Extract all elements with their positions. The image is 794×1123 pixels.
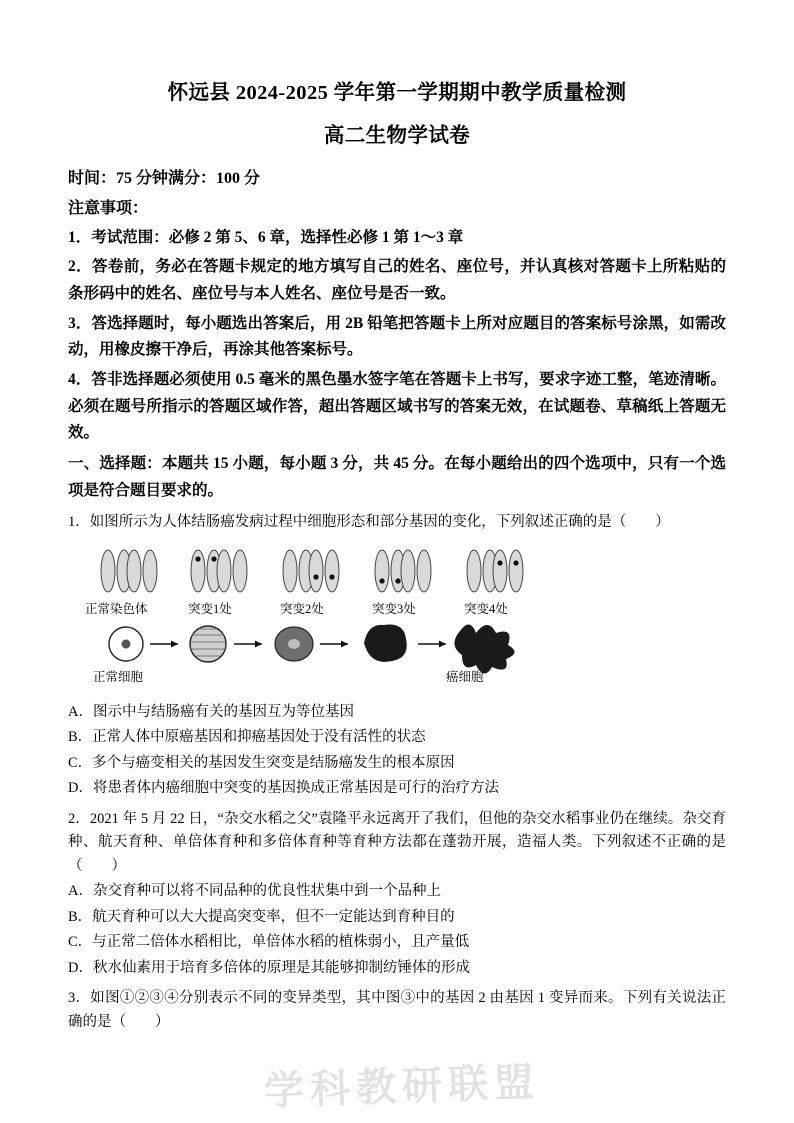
- notice-item: 3．答选择题时，每小题选出答案后，用 2B 铅笔把答题卡上所对应题目的答案标号涂黑，如需改动，用橡皮擦干净后，再涂其他答案标号。: [68, 314, 726, 359]
- figure-label-mutation3: 突变3处: [372, 601, 416, 616]
- notice-item: 1．考试范围：必修 2 第 5、6 章，选择性必修 1 第 1～3 章: [68, 228, 464, 246]
- notice-heading: 注意事项：: [68, 200, 149, 218]
- figure-label-mutation2: 突变2处: [280, 601, 324, 616]
- page-subtitle: 高二生物学试卷: [323, 124, 471, 147]
- question-1-stem: 1．如图所示为人体结肠癌发病过程中细胞形态和部分基因的变化，下列叙述正确的是（ ）: [68, 514, 670, 531]
- figure-label-mutation1: 突变1处: [188, 601, 232, 616]
- figure-label-normal-cell: 正常细胞: [93, 669, 144, 684]
- watermark: 学科教研联盟: [263, 1058, 541, 1114]
- figure-label-cancer-cell: 癌细胞: [446, 669, 484, 684]
- notice-item: 4．答非选择题必须使用 0.5 毫米的黑色墨水签字笔在答题卡上书写，要求字迹工整，笔迹清晰。必须在题号所指示的答题区域作答，超出答题区域书写的答案无效，在试题卷、草稿纸上答题无效。: [68, 370, 726, 442]
- question-1-option-a: A．图示中与结肠癌有关的基因互为等位基因: [68, 703, 354, 720]
- question-1-option-b: B．正常人体中原癌基因和抑癌基因处于没有活性的状态: [68, 729, 426, 746]
- question-2-option-b: B．航天育种可以大大提高突变率，但不一定能达到育种目的: [68, 908, 455, 925]
- question-3-stem: 3．如图①②③④分别表示不同的变异类型，其中图③中的基因 2 由基因 1 变异而来。下列有关说法正确的是（ ）: [68, 990, 726, 1030]
- figure-label-normal-chromosome: 正常染色体: [85, 601, 148, 616]
- figure-label-mutation4: 突变4处: [464, 601, 508, 616]
- notice-item: 2．答卷前，务必在答题卡规定的地方填写自己的姓名、座位号，并认真核对答题卡上所粘贴的条形码中的姓名、座位号与本人姓名、座位号是否一致。: [68, 258, 726, 302]
- section-heading-choice: 一、选择题：本题共 15 小题，每小题 3 分，共 45 分。在每小题给出的四个选项中，只有一个选项是符合题目要求的。: [68, 454, 726, 499]
- question-2-stem: 2．2021 年 5 月 22 日，“杂交水稻之父”袁隆平永远离开了我们，但他的杂交水稻事业仍在继续。杂交育种、航天育种、单倍体育种和多倍体育种等育种方法都在蓬勃开展，造福人类。下列叙述不正确的是（ ）: [68, 810, 726, 874]
- time-and-score: 时间：75 分钟满分：100 分: [68, 169, 261, 187]
- colon-cancer-diagram: [68, 539, 726, 697]
- question-2-option-a: A．杂交育种可以将不同品种的优良性状集中到一个品种上: [68, 883, 441, 900]
- question-1-option-c: C．多个与癌变相关的基因发生突变是结肠癌发生的根本原因: [68, 754, 455, 771]
- question-1-option-d: D．将患者体内癌细胞中突变的基因换成正常基因是可行的治疗方法: [68, 780, 499, 797]
- question-2-option-c: C．与正常二倍体水稻相比，单倍体水稻的植株弱小，且产量低: [68, 934, 470, 951]
- question-2-option-d: D．秋水仙素用于培育多倍体的原理是其能够抑制纺锤体的形成: [68, 959, 470, 976]
- page-title: 怀远县 2024-2025 学年第一学期期中教学质量检测: [167, 82, 627, 104]
